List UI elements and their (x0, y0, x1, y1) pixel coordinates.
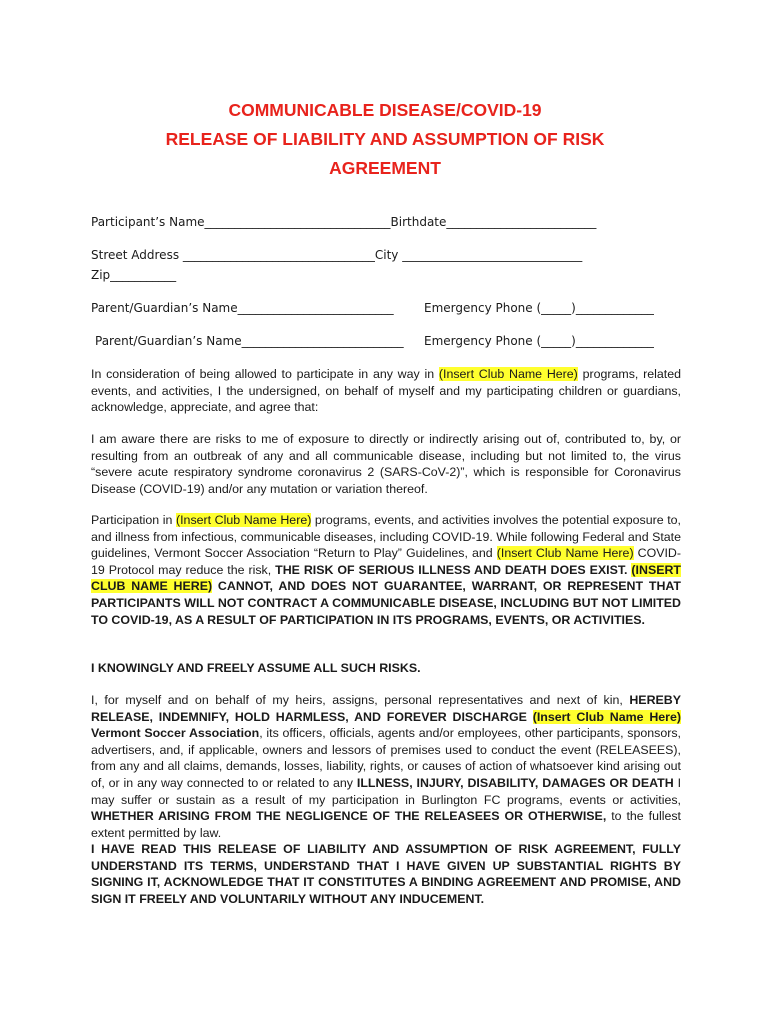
text-run: programs, events, and activities involves the potential exposure to, and illness from infectious, communicable diseases, including COVID-19. While following Federal and State guidelines, Vermont Soccer Association “Return to Play” Guidelines, and (91, 513, 681, 561)
bold-text-run: HEREBY RELEASE, INDEMNIFY, HOLD HARMLESS, AND FOREVER DISCHARGE (91, 693, 681, 724)
bold-text-run: WHETHER ARISING FROM THE NEGLIGENCE OF THE RELEASEES OR OTHERWISE, (91, 809, 607, 824)
document-title (60, 96, 710, 183)
text-run: Participation in (91, 513, 176, 527)
guardian-2-phone-field[interactable]: Emergency Phone (_____)_____________ (424, 334, 654, 348)
text-run: programs, related events, and activities, I the undersigned, on behalf of myself and my participating children or guardians, acknowledge, appreciate, and agree that: (91, 367, 681, 415)
release-paragraph (91, 692, 681, 841)
title-line-3: AGREEMENT (329, 158, 441, 178)
bold-text-run: ILLNESS, INJURY, DISABILITY, DAMAGES OR DEATH (356, 775, 674, 790)
bold-text-run: THE RISK OF SERIOUS ILLNESS AND DEATH DOES EXIST. (275, 562, 632, 577)
text-run: I may suffer or sustain as a result of my participation in Burlington FC programs, events or activities, (91, 775, 682, 807)
club-name-placeholder: (Insert Club Name Here) (438, 367, 578, 381)
guardian-1-phone-field[interactable]: Emergency Phone (_____)_____________ (424, 301, 654, 315)
club-name-placeholder: (Insert Club Name Here) (496, 546, 634, 561)
guardian-1-name-field[interactable]: Parent/Guardian’s Name__________________________ (91, 301, 394, 315)
participation-paragraph (91, 512, 681, 628)
risk-awareness-paragraph: I am aware there are risks to me of exposure to directly or indirectly arising out of, contributed to, by, or resulting from an outbreak of any and all communicable disease, including but not limited to, the virus “severe acute respiratory syndrome coronavirus 2 (SARS-CoV-2)”, which is responsible for Coronavirus Disease (COVID-19) and/or any mutation or variation thereof. (91, 432, 681, 496)
street-city-field[interactable]: Street Address ________________________________City ______________________________ (91, 248, 583, 262)
text-run: to the fullest extent permitted by law. (91, 809, 681, 840)
text-run: , its officers, officials, agents and/or employees, other participants, sponsors, advertisers, and, if applicable, owners and lessors of premises used to conduct the event (RELEASEES), from any and all claims, demands, losses, liability, rights, or causes of action of whatsoever kind arising out of, or in any way connected to or related to any (91, 726, 681, 790)
participant-name-birthdate-field[interactable]: Participant’s Name_______________________________Birthdate_________________________ (91, 215, 597, 229)
text-run: COVID-19 Protocol may reduce the risk, (91, 546, 682, 577)
bold-text-run: CANNOT, AND DOES NOT GUARANTEE, WARRANT, OR REPRESENT THAT PARTICIPANTS WILL NOT CONTRACT A COMMUNICABLE DISEASE, INCLUDING BUT NOT LIMITED TO COVID-19, AS A RESULT OF PARTICIPATION IN ITS PROGRAMS, EVENTS, OR ACTIVITIES. (91, 579, 681, 627)
text-run: In consideration of being allowed to participate in any way in (91, 367, 439, 381)
club-name-placeholder-bold: (Insert Club Name Here) (532, 709, 681, 724)
acknowledgement-paragraph (91, 841, 681, 907)
bold-text-run: Vermont Soccer Association (91, 726, 260, 741)
bold-text-run: I HAVE READ THIS RELEASE OF LIABILITY AND ASSUMPTION OF RISK AGREEMENT, FULLY UNDERSTAND ITS TERMS, UNDERSTAND THAT I HAVE GIVEN UP SUBSTANTIAL RIGHTS BY SIGNING IT, ACKNOWLEDGE THAT IT CONSTITUTES A BINDING AGREEMENT AND PROMISE, AND SIGN IT FREELY AND VOLUNTARILY WITHOUT ANY INDUCEMENT. (91, 842, 681, 906)
club-name-placeholder: (Insert Club Name Here) (175, 513, 312, 527)
title-line-2: RELEASE OF LIABILITY AND ASSUMPTION OF RISK (165, 129, 605, 149)
text-run: I, for myself and on behalf of my heirs, assigns, personal representatives and next of kin, (91, 693, 630, 707)
consideration-paragraph (91, 366, 681, 416)
club-name-placeholder-bold: (INSERT CLUB NAME HERE) (91, 562, 681, 594)
title-line-1: COMMUNICABLE DISEASE/COVID-19 (228, 100, 542, 120)
assume-risks-paragraph (91, 660, 681, 677)
guardian-2-name-field[interactable]: Parent/Guardian’s Name___________________________ (95, 334, 404, 348)
zip-field[interactable]: Zip___________ (91, 268, 177, 282)
bold-text-run: I KNOWINGLY AND FREELY ASSUME ALL SUCH RISKS. (91, 661, 421, 675)
